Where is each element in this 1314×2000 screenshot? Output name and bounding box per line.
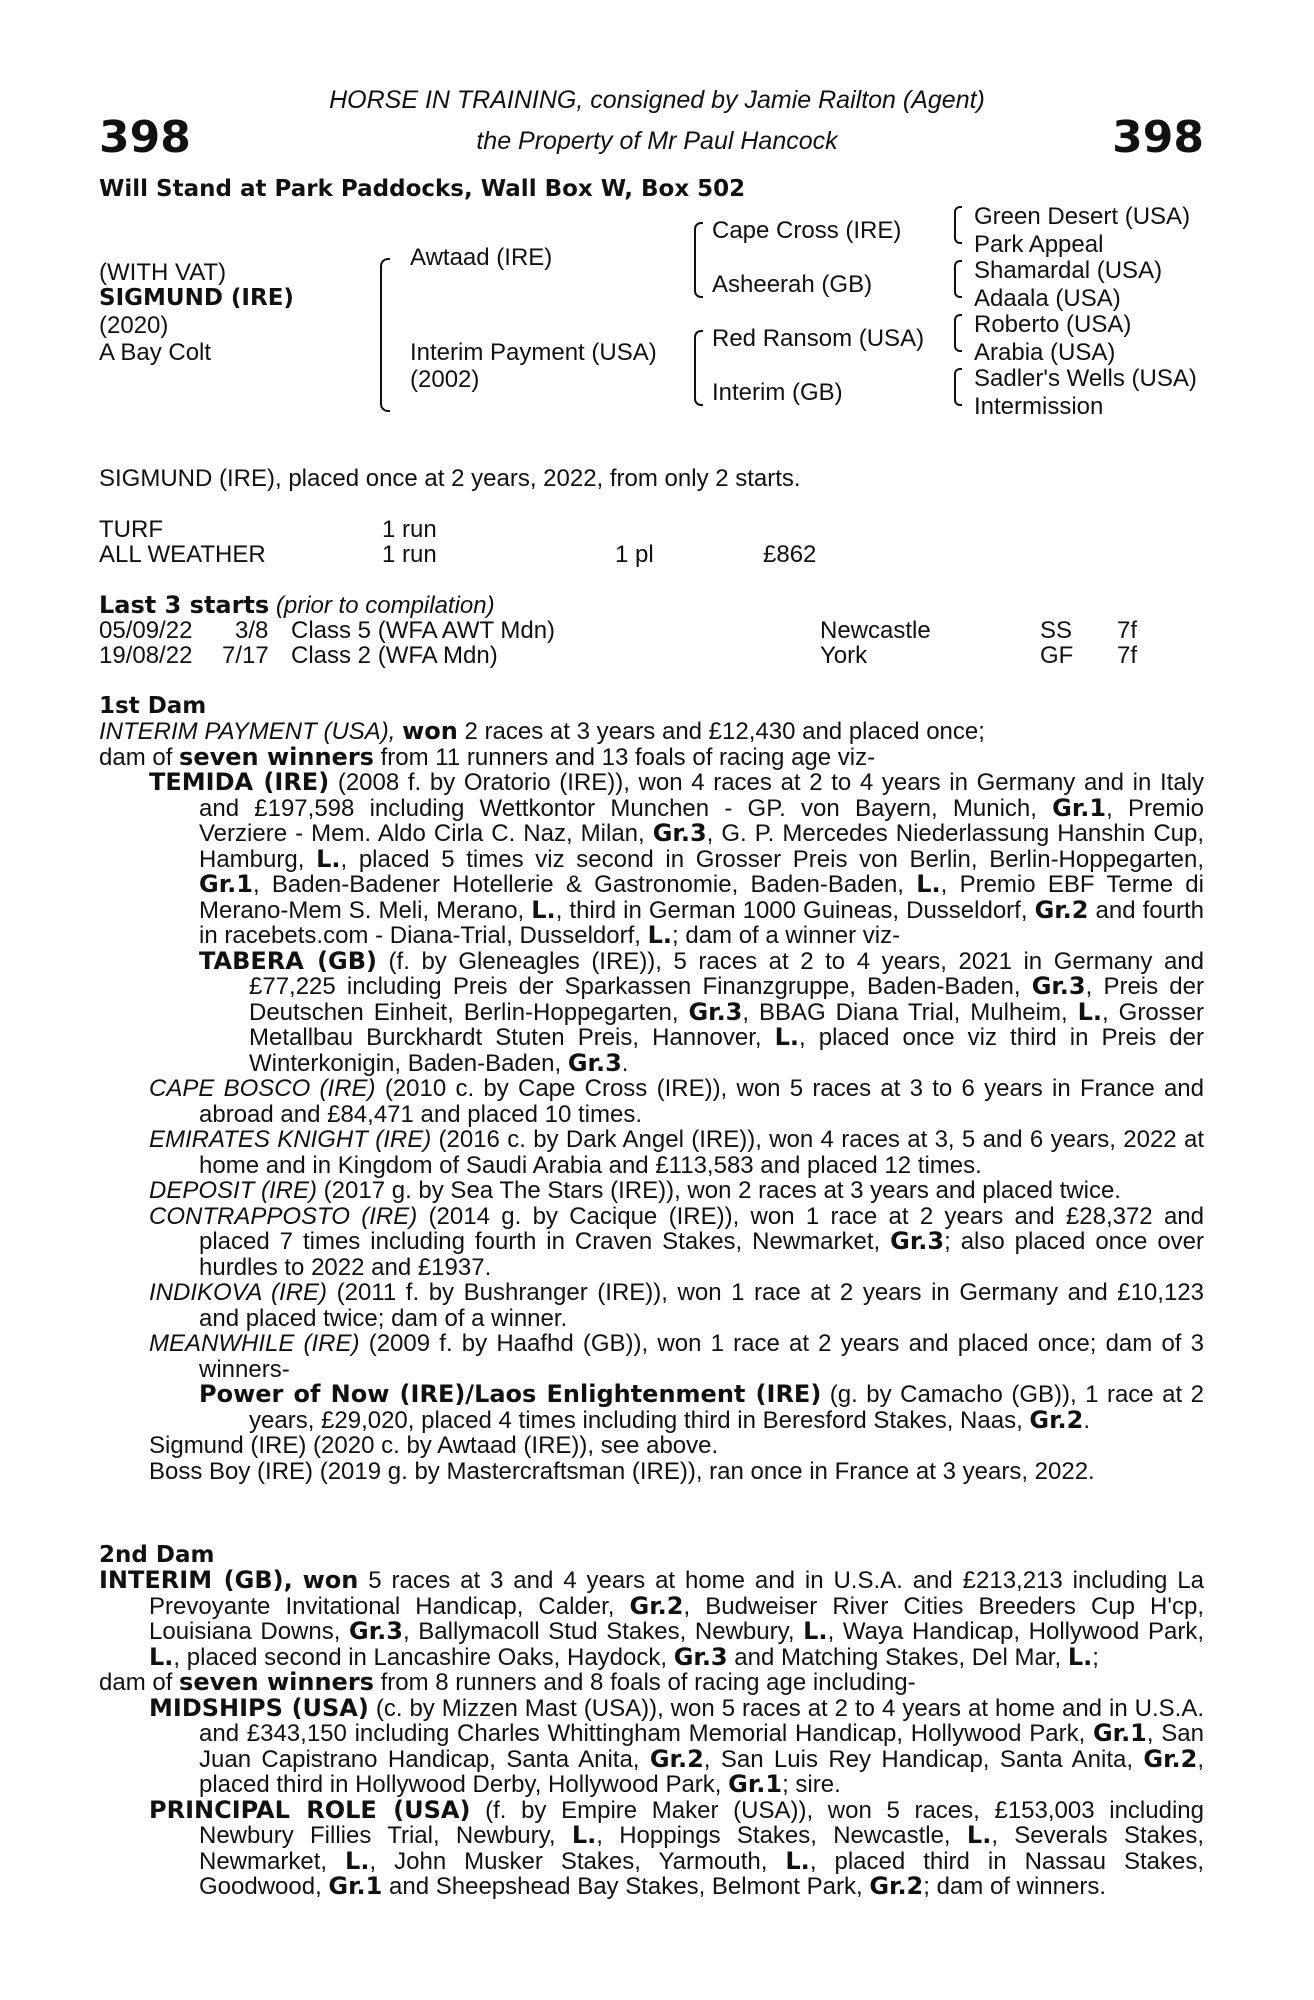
sire-sire: Cape Cross (IRE) [712,217,902,244]
aw-label: ALL WEATHER [99,541,266,568]
sire: Awtaad (IRE) [410,244,553,271]
second-dam-body [99,1568,1204,1900]
pedigree-brace-g1 [954,206,962,244]
dam: Interim Payment (USA) [410,339,657,366]
dam-sire: Red Ransom (USA) [712,325,925,352]
second-dam-heading: 2nd Dam [99,1542,215,1568]
start-course: York [820,642,868,669]
aw-placed: 1 pl [615,541,654,568]
dam-year: (2002) [410,366,480,393]
produce-cape-bosco: CAPE BOSCO (IRE) (2010 c. by Cape Cross (IRE)), won 5 races at 3 to 6 years in France and abroad and £84,471 and placed 10 times. [149,1075,1204,1128]
grandsire-3: Roberto (USA) [974,311,1132,338]
racing-summary: SIGMUND (IRE), placed once at 2 years, 2022, from only 2 starts. [99,465,801,492]
start-distance: 7f [1117,642,1138,669]
second-dam-produce-summary: dam of seven winners from 8 runners and 8 foals of racing age including- [99,1668,916,1696]
produce-deposit: DEPOSIT (IRE) (2017 g. by Sea The Stars (IRE)), won 2 races at 3 years and placed twice. [149,1177,1121,1204]
produce-indikova: INDIKOVA (IRE) (2011 f. by Bushranger (IRE)), won 1 race at 2 years in Germany and £10,123 and placed twice; dam of a winner. [149,1279,1204,1332]
start-date: 19/08/22 [99,642,193,669]
sire-dam: Asheerah (GB) [712,271,873,298]
last-starts-heading [99,591,495,620]
start-race: Class 5 (WFA AWT Mdn) [291,617,556,644]
horse-year: (2020) [99,312,169,339]
last-starts-note: (prior to compilation) [275,592,495,619]
produce-boss-boy: Boss Boy (IRE) (2019 g. by Mastercraftsman (IRE)), ran once in France at 3 years, 2022. [149,1457,1095,1485]
consignor-line: HORSE IN TRAINING, consigned by Jamie Railton (Agent) [329,86,985,114]
pedigree-brace-g3 [954,314,962,352]
granddam-2: Adaala (USA) [974,285,1121,312]
last-starts-title: Last 3 starts [99,591,270,619]
pedigree-brace-sire [694,222,703,298]
lot-number-left: 398 [99,112,191,163]
first-dam-body [99,719,1204,1484]
dam-dam: Interim (GB) [712,379,843,406]
turf-label: TURF [99,516,163,543]
start-position: 3/8 [235,617,269,644]
start-position: 7/17 [222,642,269,669]
stand-location: Will Stand at Park Paddocks, Wall Box W, Box 502 [99,176,746,202]
produce-tabera: TABERA (GB) (f. by Gleneagles (IRE)), 5 races at 2 to 4 years, 2021 in Germany and £77,225 including Preis der Sparkassen Finanzgruppe, Baden-Baden, Gr.3, Preis der Deutschen Einheit, Berlin-Hoppegarten, Gr.3, BBAG Diana Trial, Mulheim, L., Grosser Metallbau Burckhardt Stuten Preis, Hannover, L., placed once viz third in Preis der Winterkonigin, Baden-Baden, Gr.3. [199,946,1205,1077]
property-line: the Property of Mr Paul Hancock [476,127,838,155]
pedigree-brace-main [380,258,390,412]
start-going: SS [1040,617,1073,644]
granddam-1: Park Appeal [974,231,1104,258]
grandsire-4: Sadler's Wells (USA) [974,365,1197,392]
produce-midships: MIDSHIPS (USA) (c. by Mizzen Mast (USA)), won 5 races at 2 to 4 years at home and in U.S.A. and £343,150 including Charles Whittingham Memorial Handicap, Hollywood Park, Gr.1, San Juan Capistrano Handicap, Santa Anita, Gr.2, San Luis Rey Handicap, Santa Anita, Gr.2, placed third in Hollywood Derby, Hollywood Park, Gr.1; sire. [149,1693,1204,1798]
second-dam-line: INTERIM (GB), won 5 races at 3 and 4 years at home and in U.S.A. and £213,213 including La Prevoyante Invitational Handicap, Calder, Gr.2, Budweiser River Cities Breeders Cup H'cp, Louisiana Downs, Gr.3, Ballymacoll Stud Stakes, Newbury, L., Waya Handicap, Hollywood Park, L., placed second in Lancashire Oaks, Haydock, Gr.3 and Matching Stakes, Del Mar, L.; [99,1566,1204,1671]
pedigree-brace-g2 [954,260,962,298]
grandsire-2: Shamardal (USA) [974,257,1163,284]
pedigree-brace-dam [694,330,703,406]
first-dam-heading: 1st Dam [99,693,207,719]
granddam-3: Arabia (USA) [974,339,1116,366]
turf-runs: 1 run [382,516,437,543]
start-date: 05/09/22 [99,617,193,644]
aw-prize: £862 [763,541,817,568]
start-race: Class 2 (WFA Mdn) [291,642,498,669]
pedigree-brace-g4 [954,368,962,406]
horse-name: SIGMUND (IRE) [99,285,294,311]
vat-note: (WITH VAT) [99,259,227,286]
produce-temida: TEMIDA (IRE) (2008 f. by Oratorio (IRE)), won 4 races at 2 to 4 years in Germany and in Italy and £197,598 including Wettkontor Munchen - GP. von Bayern, Munich, Gr.1, Premio Verziere - Mem. Aldo Cirla C. Naz, Milan, Gr.3, G. P. Mercedes Niederlassung Hanshin Cup, Hamburg, L., placed 5 times viz second in Grosser Preis von Berlin, Berlin-Hoppegarten, Gr.1, Baden-Badener Hotellerie & Gastronomie, Baden-Baden, L., Premio EBF Terme di Merano-Mem S. Meli, Merano, L., third in German 1000 Guineas, Dusseldorf, Gr.2 and fourth in racebets.com - Diana-Trial, Dusseldorf, L.; dam of a winner viz- [149,768,1205,949]
horse-description: A Bay Colt [99,339,212,366]
first-dam-line: INTERIM PAYMENT (USA), won 2 races at 3 years and £12,430 and placed once; [99,717,985,745]
first-dam-name: INTERIM PAYMENT (USA), [99,718,396,745]
produce-principal-role: PRINCIPAL ROLE (USA) (f. by Empire Maker (USA)), won 5 races, £153,003 including Newbury Fillies Trial, Newbury, L., Hoppings Stakes, Newcastle, L., Severals Stakes, Newmarket, L., John Musker Stakes, Yarmouth, L., placed third in Nassau Stakes, Goodwood, Gr.1 and Sheepshead Bay Stakes, Belmont Park, Gr.2; dam of winners. [149,1795,1204,1900]
produce-contrapposto: CONTRAPPOSTO (IRE) (2014 g. by Cacique (IRE)), won 1 race at 2 years and £28,372 and placed 7 times including fourth in Craven Stakes, Newmarket, Gr.3; also placed once over hurdles to 2022 and £1937. [149,1202,1205,1281]
grandsire-1: Green Desert (USA) [974,203,1191,230]
first-dam-produce-summary: dam of seven winners from 11 runners and 13 foals of racing age viz- [99,742,876,771]
granddam-4: Intermission [974,393,1104,420]
produce-emirates-knight: EMIRATES KNIGHT (IRE) (2016 c. by Dark Angel (IRE)), won 4 races at 3, 5 and 6 years, 2022 at home and in Kingdom of Saudi Arabia and £113,583 and placed 12 times. [149,1126,1204,1179]
lot-number-right: 398 [1112,112,1204,163]
produce-power-of-now: Power of Now (IRE)/Laos Enlightenment (IRE) (g. by Camacho (GB)), 1 race at 2 years, £29,020, placed 4 times including third in Beresford Stakes, Naas, Gr.2. [199,1380,1204,1434]
aw-runs: 1 run [382,541,437,568]
produce-meanwhile: MEANWHILE (IRE) (2009 f. by Haafhd (GB)), won 1 race at 2 years and placed once; dam of 3 winners- [149,1330,1204,1383]
start-distance: 7f [1117,617,1138,644]
start-going: GF [1040,642,1074,669]
produce-sigmund: Sigmund (IRE) (2020 c. by Awtaad (IRE)), see above. [149,1432,719,1459]
start-course: Newcastle [820,617,931,644]
